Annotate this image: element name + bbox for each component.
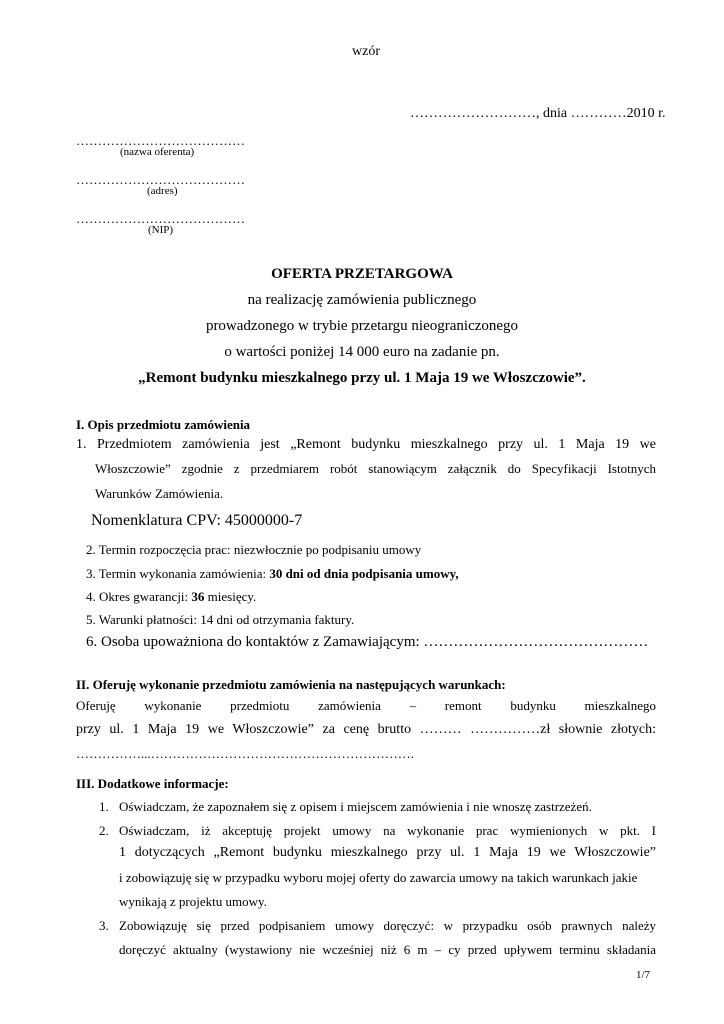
section-3-item-3-number: 3. xyxy=(99,918,109,933)
project-name: „Remont budynku mieszkalnego przy ul. 1 Maja 19 we Włoszczowie”. xyxy=(138,370,586,386)
address-label: (adres) xyxy=(147,185,178,197)
section-3-item-2-line-4: wynikają z projektu umowy. xyxy=(119,894,267,909)
title-line-3: o wartości poniżej 14 000 euro na zadanie pn. xyxy=(224,344,500,360)
section-3-item-2-line-2: 1 dotyczących „Remont budynku mieszkalnego przy ul. 1 Maja 19 we Włoszczowie” xyxy=(119,845,656,860)
nip-field: ………………………………… xyxy=(76,211,245,226)
section-3-item-2-line-1: Oświadczam, iż akceptuję projekt umowy na wykonanie prac wymienionych w pkt. I xyxy=(119,823,656,838)
title-line-1: na realizację zamówienia publicznego xyxy=(247,292,477,308)
section-2-line-3: ……………...……………………………………………………. xyxy=(76,746,414,761)
section-1-item-1-line-1: 1. Przedmiotem zamówienia jest „Remont budynku mieszkalnego przy ul. 1 Maja 19 we xyxy=(76,437,656,452)
section-2-line-2: przy ul. 1 Maja 19 we Włoszczowie” za cenę brutto ……… ……………zł słownie złotych: xyxy=(76,722,656,737)
section-1-item-1-line-3: Warunków Zamówienia. xyxy=(95,486,224,501)
title-line-2: prowadzonego w trybie przetargu nieograniczonego xyxy=(205,318,519,334)
section-1-item-5: 5. Warunki płatności: 14 dni od otrzymania faktury. xyxy=(86,612,355,627)
section-1-item-1-line-2: Włoszczowie” zgodnie z przedmiarem robót stanowiącym załącznik do Specyfikacji Istotnych xyxy=(95,461,656,476)
nip-label: (NIP) xyxy=(148,224,174,236)
section-1-item-6: 6. Osoba upoważniona do kontaktów z Zamawiającym: ……………………………………… xyxy=(86,634,649,650)
completion-term: 30 dni od dnia podpisania umowy, xyxy=(269,566,459,581)
section-3-item-1: Oświadczam, że zapoznałem się z opisem i miejscem zamówienia i nie wnoszę zastrzeżeń. xyxy=(119,799,592,814)
template-label: wzór xyxy=(352,44,380,59)
section-1-heading: I. Opis przedmiotu zamówienia xyxy=(76,417,251,432)
document-title: OFERTA PRZETARGOWA xyxy=(271,266,453,282)
section-2-line-1: Oferuję wykonanie przedmiotu zamówienia – remont budynku mieszkalnego xyxy=(76,698,656,713)
section-3-heading: III. Dodatkowe informacje: xyxy=(76,776,229,791)
section-2-heading: II. Oferuję wykonanie przedmiotu zamówienia na następujących warunkach: xyxy=(76,677,506,692)
section-1-item-2: 2. Termin rozpoczęcia prac: niezwłocznie po podpisaniu umowy xyxy=(86,542,422,557)
section-3-item-2-line-3: i zobowiązuję się w przypadku wyboru mojej oferty do zawarcia umowy na takich warunkach jakie xyxy=(119,870,638,885)
warranty-months: 36 xyxy=(191,589,205,604)
section-1-item-3: 3. Termin wykonania zamówienia: 30 dni od dnia podpisania umowy, xyxy=(86,566,459,581)
section-3-item-3-line-2: doręczyć aktualny (wystawiony nie wcześniej niż 6 m – cy przed upływem terminu składania xyxy=(119,942,656,957)
section-1-item-4: 4. Okres gwarancji: 36 miesięcy. xyxy=(86,589,257,604)
place-date-line: ………………………, dnia …………2010 r. xyxy=(410,106,666,121)
offeror-name-field: ………………………………… xyxy=(76,133,245,148)
page-number: 1/7 xyxy=(636,969,651,981)
section-3-item-3-line-1: Zobowiązuję się przed podpisaniem umowy doręczyć: w przypadku osób prawnych należy xyxy=(119,918,656,933)
address-field: ………………………………… xyxy=(76,172,245,187)
cpv-code: Nomenklatura CPV: 45000000-7 xyxy=(91,512,303,529)
offeror-name-label: (nazwa oferenta) xyxy=(120,146,195,158)
section-3-item-2-number: 2. xyxy=(99,823,109,838)
section-3-item-1-number: 1. xyxy=(99,799,109,814)
